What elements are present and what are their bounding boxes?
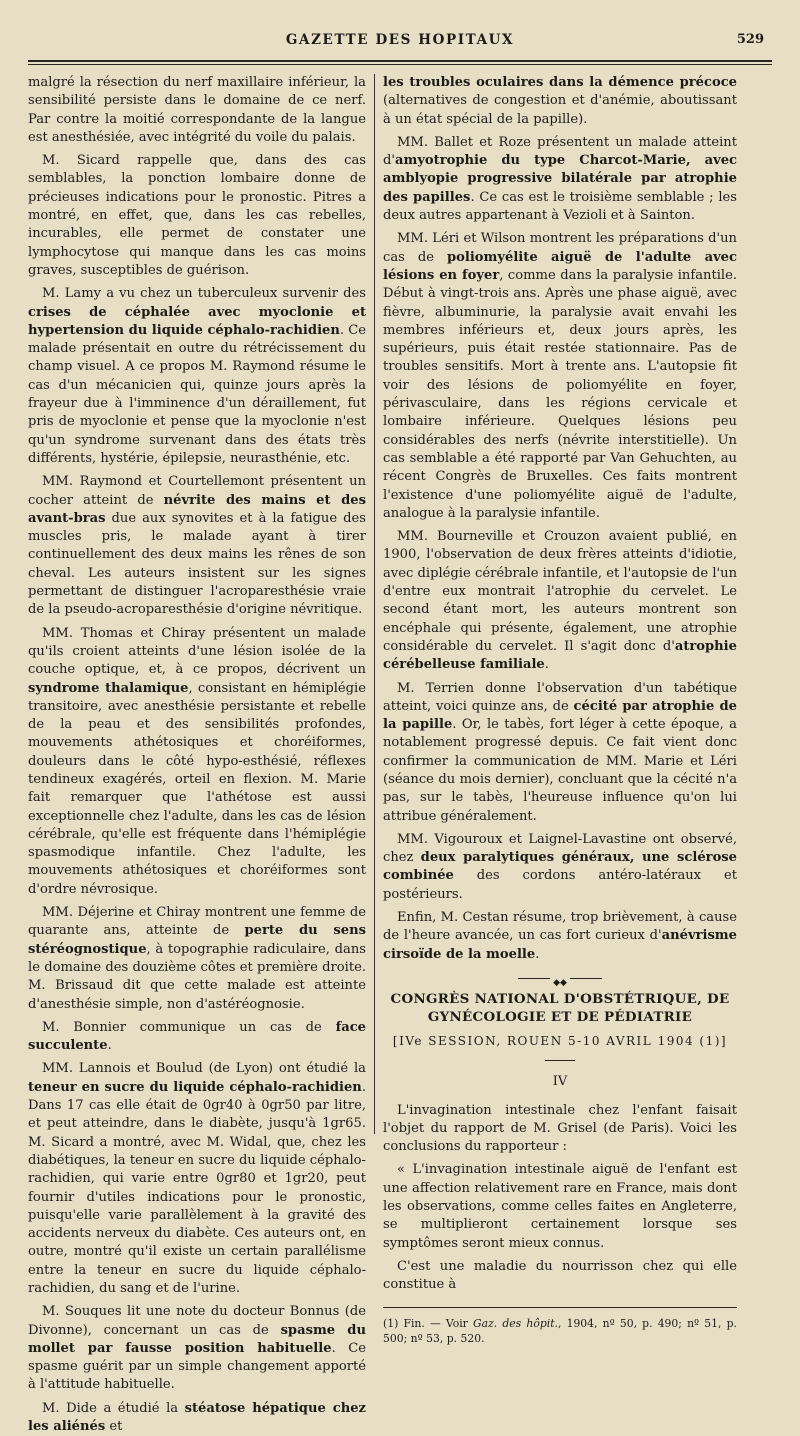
paragraph-text: M. Souques lit une note du docteur Bonnus (de Divonne), concernant un cas de [28, 1304, 366, 1338]
paragraph-text: MM. Déjerine et Chiray montrent une femme de quarante ans, atteinte de [28, 905, 366, 939]
paragraph-text: (alternatives de congestion et d'anémie, aboutissant à un état spécial de la papille). [383, 93, 737, 127]
paragraph-text: . Ce cas est le troisième semblable ; les deux autres appartenant à Vezioli et à Sainton. [383, 189, 737, 224]
bold-topic: cécité par atrophie de la papille [383, 698, 737, 733]
paragraph-text: . [535, 946, 540, 962]
paragraph [383, 1161, 737, 1252]
paragraph-text: « L'invagination intestinale aiguë de l'enfant est une affection relativement rare en France, mais dont les observations, comme celles faites en Angleterre, se multiplieront certainement lorsque ses symptômes seront mieux connus. [383, 1162, 737, 1251]
column-divider [374, 74, 375, 1134]
footnote-citation: Gaz. des hôpit. [473, 1316, 558, 1330]
footnote-text: (1) Fin. — Voir [383, 1316, 474, 1330]
paragraph [28, 1400, 366, 1436]
paragraph-text: et [105, 1419, 123, 1435]
paragraph [28, 473, 366, 619]
page-header [0, 30, 800, 54]
footnote [383, 1316, 737, 1346]
paragraph [28, 904, 366, 1014]
paragraph-text: . [107, 1038, 112, 1054]
paragraph-text: , comme dans la paralysie infantile. Début à vingt-trois ans. Après une phase aiguë, avec fièvre, albuminurie, la paralysie avait envahi les membres inférieurs et, deux jours après, les supérieurs, puis était restée stationnaire. Pas de troubles sensitifs. Mort à trente ans. L'autopsie fit voir des lésions de poliomyélite en foyer, périvasculaire, dans les régions cervicale et lombaire inférieure. Quelques lésions peu considérables des nerfs (névrite interstitielle). Un cas semblable a été rapporté par Van Gehuchten, au récent Congrès de Bruxelles. Ces faits montrent l'existence d'une poliomyélite aiguë de l'adulte, analogue à la paralysie infantile. [383, 267, 737, 521]
left-column [28, 74, 367, 1435]
right-column [383, 74, 738, 1345]
bold-topic: teneur en sucre du liquide céphalo-rachidien [28, 1079, 362, 1095]
paragraph-text: M. Sicard rappelle que, dans des cas semblables, la ponction lombaire donne de précieuses indications pour le pronostic. Pitres a montré, en effet, que, dans les cas rebelles, incurables, elle permet de constater une lymphocytose qui manque dans les cas moins graves, susceptibles de guérison. [28, 153, 366, 278]
bold-topic: stéatose hépatique chez les aliénés [28, 1400, 366, 1435]
paragraph [383, 680, 737, 826]
bold-topic: face succulente [28, 1019, 366, 1054]
paragraph-text: L'invagination intestinale chez l'enfant faisait l'objet du rapport de M. Grisel (de Paris). Voici les conclusions du rapporteur : [383, 1102, 737, 1155]
paragraph [383, 134, 737, 225]
paragraph [383, 230, 737, 523]
header-rule-thin [28, 64, 772, 65]
paragraph-text: C'est une maladie du nourrisson chez qui elle constitue à [383, 1258, 737, 1293]
header-rule-thick [28, 60, 772, 62]
paragraph-text: M. Dide a étudié la [42, 1400, 185, 1416]
paragraph-text: MM. Vigouroux et Laignel-Lavastine ont observé, chez [383, 831, 737, 866]
congress-heading: CONGRÈS NATIONAL D'OBSTÉTRIQUE, DE GYNÉCOLOGIE ET DE PÉDIATRIE [390, 990, 730, 1025]
paragraph-text: M. Terrien donne l'observation d'un tabétique atteint, voici quinze ans, de [383, 680, 737, 714]
bold-topic: syndrome thalamique [28, 680, 189, 696]
paragraph [383, 831, 737, 904]
paragraph [28, 1303, 366, 1394]
paragraph-text: M. Lamy a vu chez un tuberculeux survenir des [42, 286, 366, 302]
paragraph-text: , à topographie radiculaire, dans le domaine des douzième côtes et première droite. M. Brissaud dit que cette malade est atteinte d'anesthésie simple, non d'astéréognosie. [28, 941, 366, 1012]
bold-topic: atrophie cérébelleuse familiale [383, 638, 737, 673]
page-number: 529 [736, 32, 764, 47]
paragraph-text: . Dans 17 cas elle était de 0gr40 à 0gr50 par litre, et peut atteindre, dans le diabète, jusqu'à 1gr65. M. Sicard a montré, avec M. Widal, que, chez les diabétiques, la teneur en sucre du liquide céphalo-rachidien, qui varie entre 0gr80 et 1gr20, peut fournir d'utiles indications pour le pronostic, puisqu'elle varie parallèlement à la gravité des accidents nerveux du diabète. Ces auteurs ont, en outre, montré qu'il existe un certain parallélisme entre la teneur en sucre du liquide céphalo-rachidien, du sang et de l'urine. [28, 1079, 366, 1296]
paragraph-text: malgré la résection du nerf maxillaire inférieur, la sensibilité persiste dans le domaine de ce nerf. Par contre la moitié correspondante de la langue est anesthésiée, avec intégrité du voile du palais. [28, 75, 366, 145]
paragraph [383, 74, 737, 129]
paragraph [383, 1102, 737, 1157]
paragraph-text: MM. Léri et Wilson montrent les préparations d'un cas de [383, 231, 737, 265]
footnote-text: , 1904, nº 50, p. 490; nº 51, p. 500; nº 53, p. 520. [383, 1316, 737, 1345]
paragraph [28, 1060, 366, 1298]
bold-topic: les troubles oculaires dans la démence précoce [383, 75, 737, 90]
separator-ornament: ◆◆ [550, 978, 570, 988]
bold-topic: perte du sens stéréognostique [28, 923, 366, 957]
paragraph-text: MM. Thomas et Chiray présentent un malade qu'ils croient atteints d'une lésion isolée de la couche optique, et, à ce propos, décrivent un [28, 625, 366, 678]
bold-topic: névrite des mains et des avant-bras [28, 492, 366, 526]
paragraph-text: MM. Lannois et Boulud (de Lyon) ont étudié la [42, 1061, 366, 1077]
paragraph-text: MM. Ballet et Roze présentent un malade atteint d' [383, 134, 737, 169]
bold-topic: amyotrophie du type Charcot-Marie, avec amblyopie progressive bilatérale par atrophie des papilles [383, 153, 737, 205]
paragraph-text: due aux synovites et à la fatigue des muscles pris, le malade ayant à tirer continuellement des deux mains les rênes de son cheval. Les auteurs insistent sur les signes permettant de distinguer l'acroparesthésie vraie de la pseudo-acroparesthésie d'origine névritique. [28, 510, 366, 618]
paragraph-text: MM. Bourneville et Crouzon avaient publié, en 1900, l'observation de deux frères atteints d'idiotie, avec diplégie cérébrale infantile, et l'autopsie de l'un d'entre eux montrait l'atrophie du cervelet. Le second étant mort, les auteurs montrent son encéphale qui présente, également, une atrophie considérable du cervelet. Il s'agit donc d' [383, 529, 737, 654]
bold-topic: anévrisme cirsoïde de la moelle [383, 928, 737, 962]
paragraph-text: . Ce spasme guérit par un simple changement apporté à l'attitude habituelle. [28, 1340, 367, 1393]
paragraph [28, 74, 366, 147]
paragraph-text: , consistant en hémiplégie transitoire, avec anesthésie persistante et rebelle de la peau et des sensibilités profondes, mouvements athétosiques et choréiformes, douleurs dans le côté hypo-esthésié, réflexes tendineux exagérés, orteil en flexion. M. Marie fait remarquer que l'athétose est aussi exceptionnelle chez l'adulte, dans les cas de lésion cérébrale, qu'elle est fréquente dans l'hémiplégie spasmodique infantile. Chez l'adulte, les mouvements athétosiques et choréiformes sont d'ordre névrosique. [28, 680, 366, 897]
paragraph [383, 528, 737, 674]
paragraph-text: . Ce malade présentait en outre du rétrécissement du champ visuel. A ce propos M. Raymond résume le cas d'un mécanicien qui, quinze jours après la frayeur due à l'imminence d'un déraillement, fut pris de myoclonie et pense que la myoclonie n'est qu'un syndrome survenant dans des états très différents, hystérie, épilepsie, neurasthénie, etc. [28, 322, 366, 466]
paragraph [28, 285, 366, 468]
bold-topic: spasme du mollet par fausse position habituelle [28, 1322, 366, 1356]
paragraph-text: . Or, le tabès, fort léger à cette époque, a notablement progressé depuis. Ce fait vient donc confirmer la communication de MM. Marie et Léri (séance du mois dernier), concluant que la cécité n'a pas, sur le tabès, l'heureuse influence qu'on lui attribue généralement. [383, 717, 737, 824]
short-divider [545, 1060, 575, 1061]
paragraph [28, 625, 366, 899]
paragraph-text: . [544, 657, 549, 673]
journal-title: GAZETTE DES HOPITAUX [285, 32, 515, 48]
section-number: IV [552, 1074, 568, 1090]
paragraph [383, 1258, 737, 1295]
bold-topic: deux paralytiques généraux, une sclérose combinée [383, 850, 738, 884]
bold-topic: poliomyélite aiguë de l'adulte avec lésions en foyer [383, 249, 737, 283]
paragraph [28, 152, 366, 280]
session-line: [IVe SESSION, ROUEN 5-10 AVRIL 1904 (1)] [392, 1033, 728, 1048]
paragraph [28, 1019, 366, 1056]
paragraph-text: Enfin, M. Cestan résume, trop brièvement, à cause de l'heure avancée, un cas fort curieux d' [383, 910, 737, 944]
bold-topic: crises de céphalée avec myoclonie et hypertension du liquide céphalo-rachidien [28, 304, 366, 338]
footnote-rule [383, 1307, 737, 1308]
paragraph-text: des cordons antéro-latéraux et postérieurs. [383, 868, 737, 902]
paragraph-text: MM. Raymond et Courtellemont présentent un cocher atteint de [28, 474, 366, 508]
section-separator [518, 975, 602, 988]
paragraph [383, 909, 737, 964]
paragraph-text: M. Bonnier communique un cas de [42, 1019, 336, 1035]
